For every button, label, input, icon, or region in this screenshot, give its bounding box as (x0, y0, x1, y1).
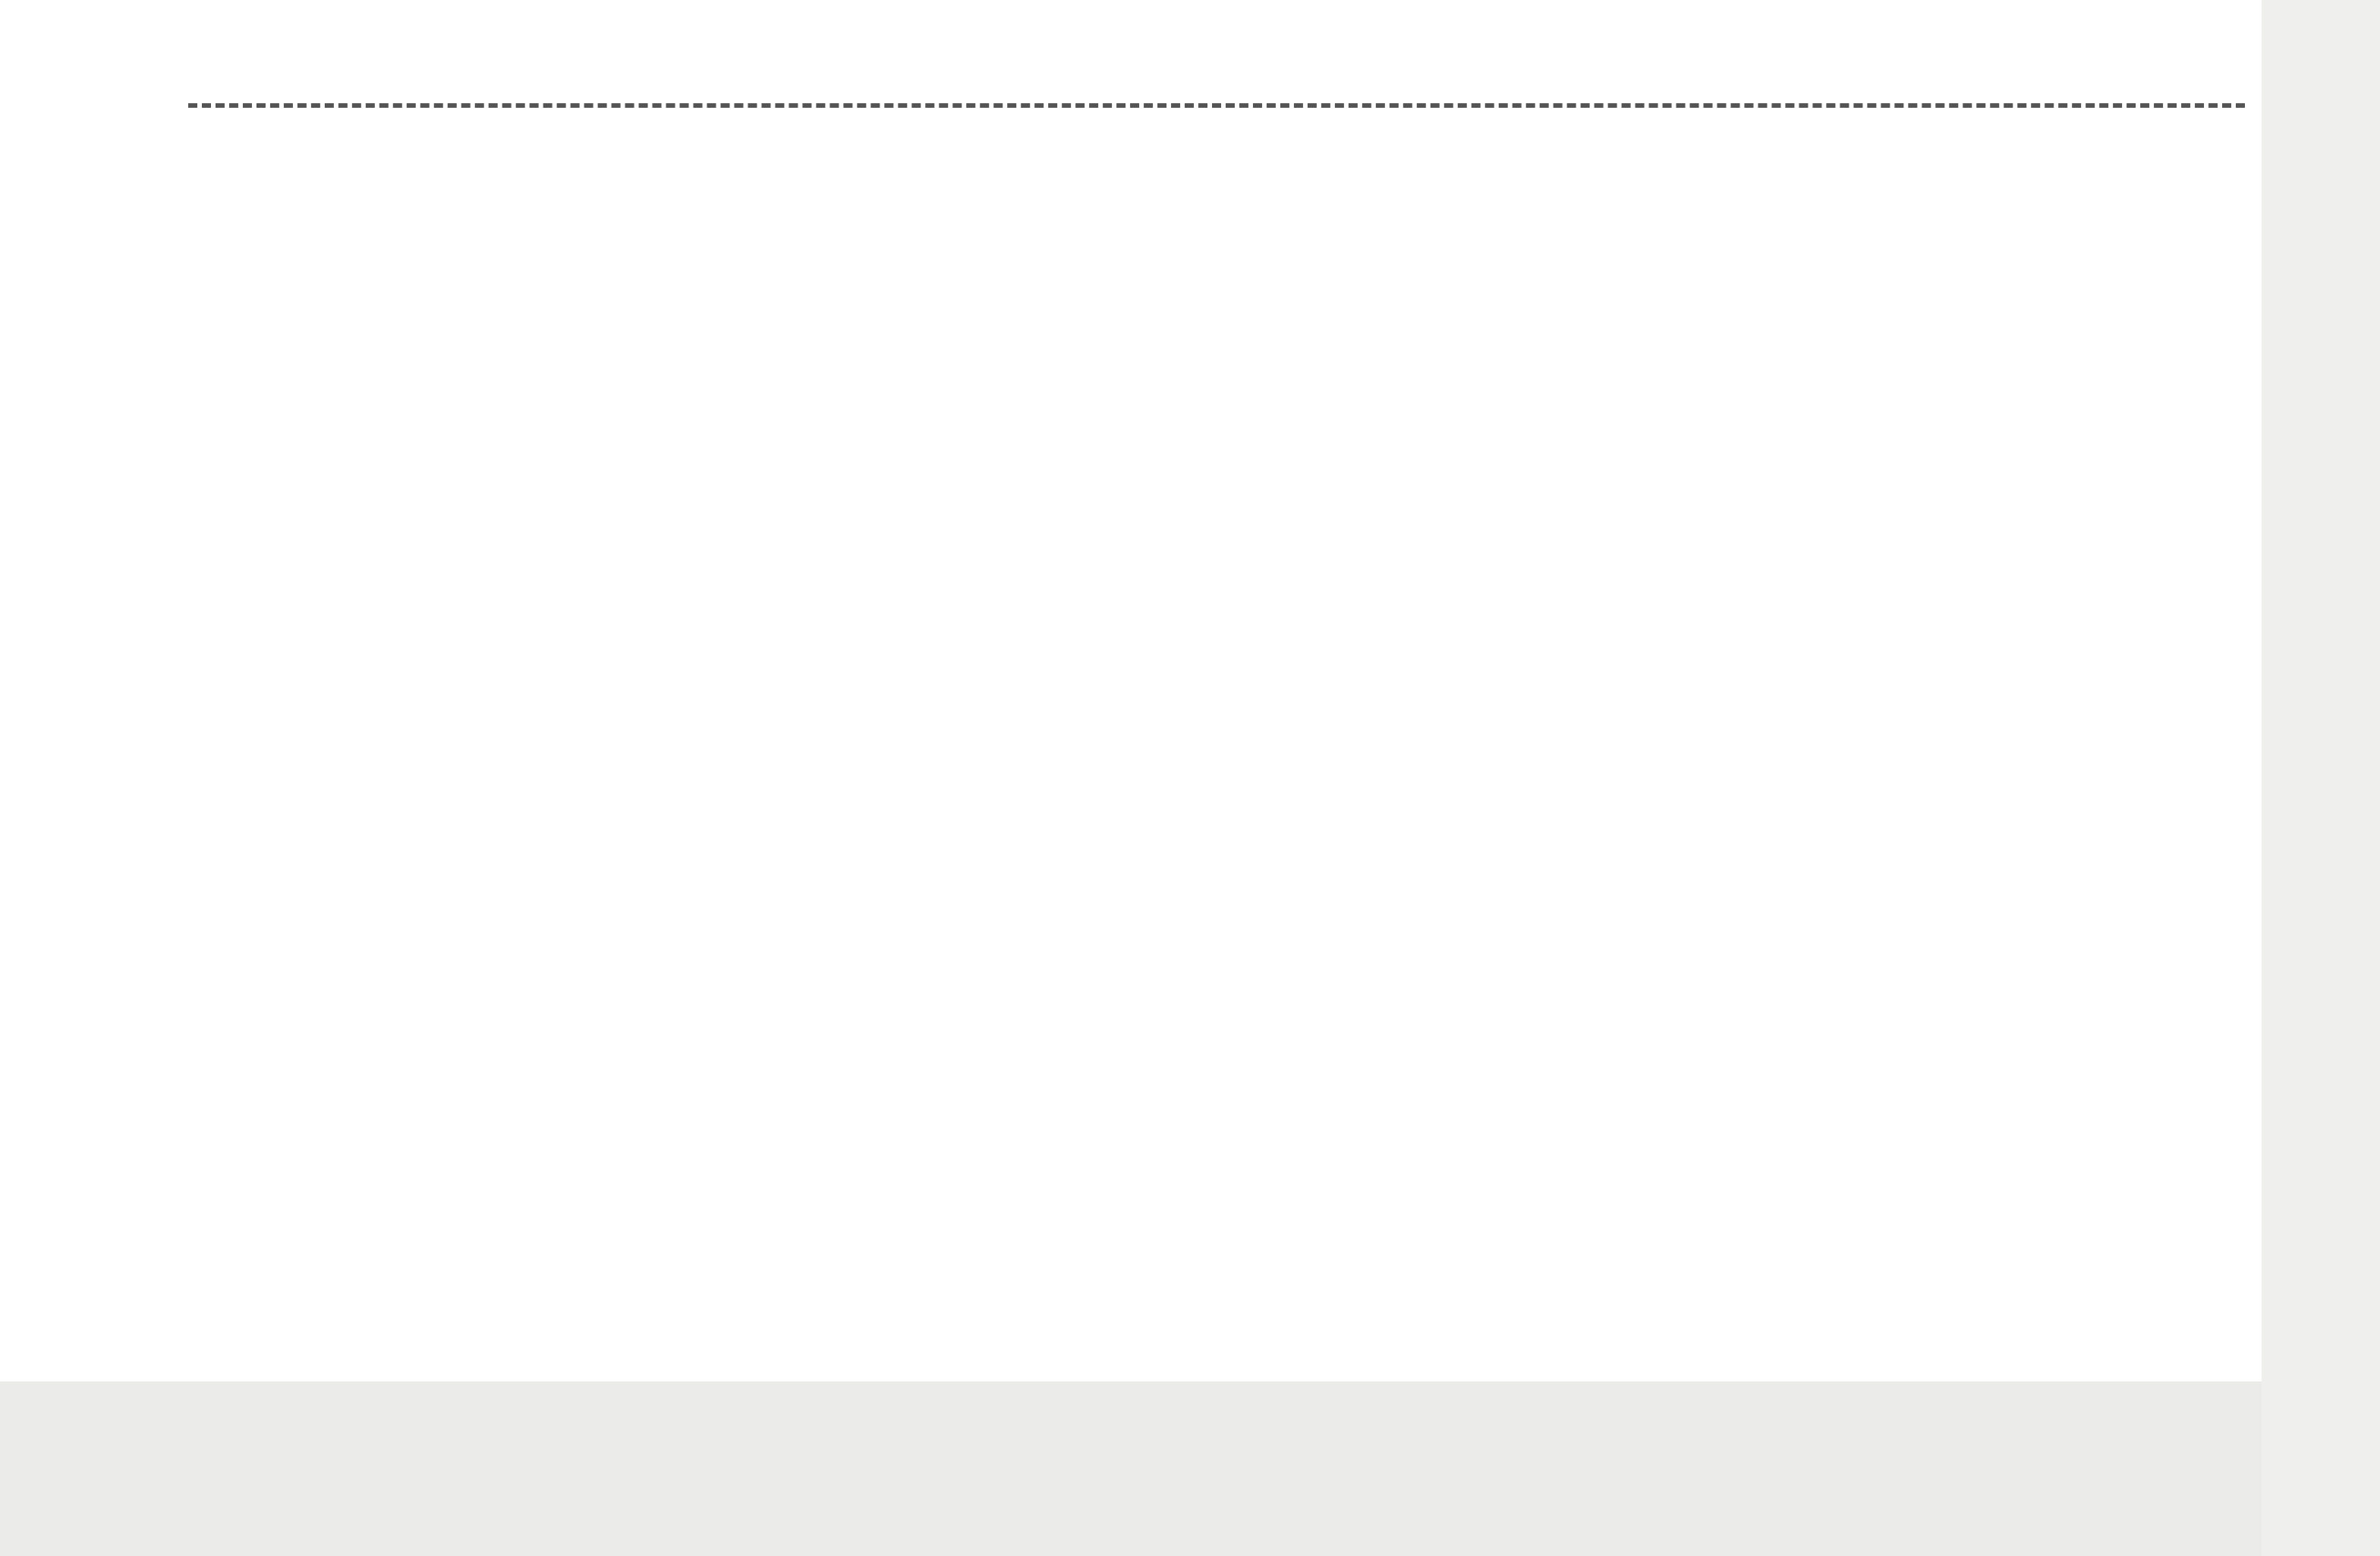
header-dashed-rule (188, 103, 2245, 108)
scan-right-margin (2262, 0, 2380, 1556)
scan-bottom-margin (0, 1381, 2380, 1556)
